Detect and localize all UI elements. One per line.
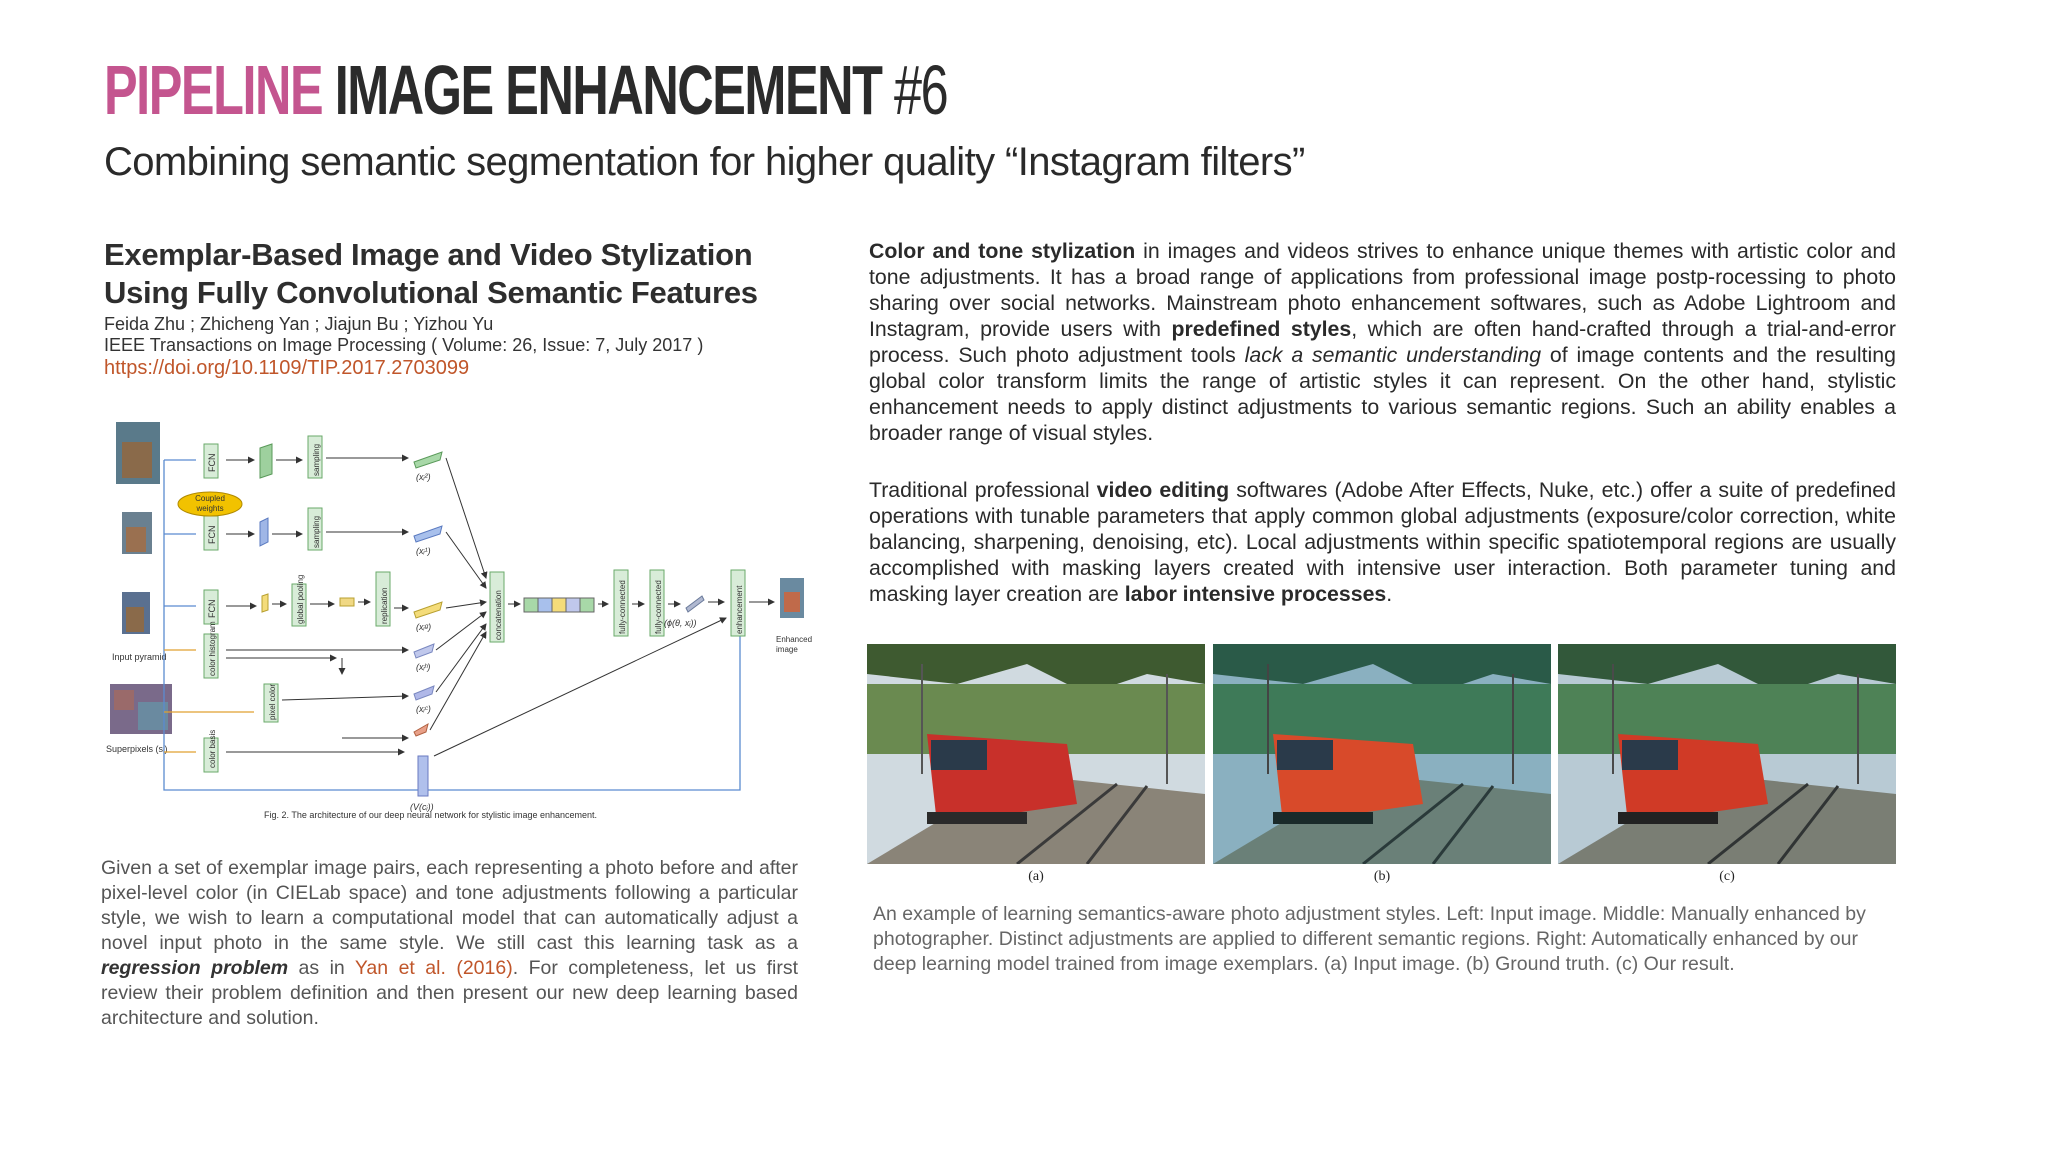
para1-bold-2: predefined styles (1171, 317, 1352, 341)
para2-text-1: Traditional professional (869, 478, 1097, 502)
color-basis-label: color basis (208, 729, 217, 768)
intro-paragraph-2 (869, 477, 1896, 607)
figure-caption: Fig. 2. The architecture of our deep neural network for stylistic image enhancement. (264, 810, 598, 820)
slide-subtitle: Combining semantic segmentation for higher quality “Instagram filters” (104, 140, 1305, 184)
replication-label: replication (380, 587, 389, 624)
global-pooling-label: global pooling (296, 574, 305, 624)
input-pyramid-label: Input pyramid (112, 652, 167, 662)
para1-text-2: , which are often hand-crafted through a trial-and-error process. Such photo adjustment tools (869, 317, 1896, 367)
feature-label-g: (xᵢᵍ) (416, 622, 432, 632)
abstract-text-1: Given a set of exemplar image pairs, each representing a photo before and after pixel-level color (in CIELab space) and tone adjustments following a particular style, we wish to learn a computational model that can automatically adjust a novel input photo in the same style. We still cast this learning task as a (101, 857, 798, 954)
enhanced-label-2: image (776, 645, 798, 654)
para1-text-1: in images and videos strives to enhance unique themes with artistic color and tone adjustments. It has a broad range of applications from professional image postp-rocessing to photo sharing over social networks. Mainstream photo enhancement softwares, such as Adobe Lightroom and Instagram, provide users with (869, 239, 1897, 341)
example-photo-result (1558, 644, 1896, 864)
feature-label-c: (xᵢᶜ) (416, 704, 431, 714)
example-photo-ground-truth (1213, 644, 1551, 864)
input-pyramid-images (110, 422, 172, 734)
photo-label-b: (b) (1373, 869, 1391, 884)
photo-caption: An example of learning semantics-aware photo adjustment styles. Left: Input image. Middle: Manually enhanced by photographer. Distinct adjustments are applied to different semantic regions. Right: Automatically enhanced by our deep learning model trained from image exemplars. (a) Input image. (b) Ground truth. (c) Our result. (873, 903, 1866, 975)
enhancement-label: enhancement (735, 585, 744, 634)
feature-label-h: (xᵢʰ) (416, 662, 431, 672)
title-main: IMAGE ENHANCEMENT (334, 51, 882, 129)
para1-italic: lack a semantic understanding (1244, 343, 1542, 367)
feature-label-v: (V(cᵢ)) (410, 802, 434, 812)
phi-label: (ϕ(θ, xᵢ)) (664, 618, 697, 628)
concatenation-label: concatenation (494, 590, 503, 640)
paper-doi-link[interactable]: https://doi.org/10.1109/TIP.2017.2703099 (104, 357, 470, 379)
para2-text-2: softwares (Adobe After Effects, Nuke, etc.) offer a suite of predefined operations with tunable parameters that apply common global adjustments (exposure/color correction, white balancing, sharpening, denoising, etc). Local adjustments within specific spatiotemporal regions are usually accomplished with masking layers created with intensive user interaction. Both parameter tuning and masking layer creation are (869, 478, 1896, 606)
paper-title: Exemplar-Based Image and Video Stylization Using Fully Convolutional Semantic Features (104, 237, 758, 310)
abstract-paragraph (101, 856, 798, 1031)
title-number: #6 (894, 51, 948, 129)
coupled-label-1: Coupled (195, 494, 225, 503)
photo-label-c: (c) (1719, 869, 1735, 884)
slide-title (104, 50, 947, 130)
fcn-label-3: FCN (207, 599, 217, 618)
photo-label-a: (a) (1028, 869, 1044, 884)
para2-text-3: . (1386, 582, 1393, 606)
coupled-label-2: weights (196, 504, 224, 513)
enhanced-label-1: Enhanced (776, 635, 813, 644)
sampling-label-1: sampling (312, 443, 321, 476)
paper-authors: Feida Zhu ; Zhicheng Yan ; Jiajun Bu ; Yizhou Yu (104, 314, 494, 334)
color-histogram-label: color histogram (208, 621, 217, 676)
sampling-label-2: sampling (312, 515, 321, 548)
paper-venue: IEEE Transactions on Image Processing ( Volume: 26, Issue: 7, July 2017 ) (104, 335, 704, 355)
para2-bold-1: video editing (1096, 478, 1230, 502)
pixel-color-label: pixel color (268, 683, 277, 720)
abstract-emphasis: regression problem (101, 957, 289, 979)
feature-label-l2: (xᵢ²) (416, 472, 431, 482)
fcn-label-1: FCN (207, 453, 217, 472)
intro-paragraph-1 (869, 238, 1896, 446)
abstract-text-2: as in (288, 957, 355, 979)
architecture-diagram (104, 412, 814, 832)
para1-bold-1: Color and tone stylization (869, 239, 1136, 263)
superpixels-label: Superpixels (sᵢ) (106, 744, 168, 754)
fully-connected-label-2: fully-connected (654, 580, 663, 634)
fcn-label-2: FCN (207, 525, 217, 544)
feature-label-l1: (xᵢ¹) (416, 546, 431, 556)
fully-connected-label-1: fully-connected (618, 580, 627, 634)
para1-text-3: of image contents and the resulting global color transform limits the range of artistic styles it can represent. On the other hand, stylistic enhancement needs to apply distinct adjustments to various semantic regions. Such an ability enables a broader range of visual styles. (869, 343, 1896, 445)
para2-bold-2: labor intensive processes (1124, 582, 1387, 606)
abstract-text-3: . For completeness, let us first review their problem definition and then present our new deep learning based architecture and solution. (101, 957, 798, 1029)
example-photo-input (867, 644, 1205, 864)
title-keyword: PIPELINE (104, 51, 323, 129)
abstract-citation-link[interactable]: Yan et al. (2016) (354, 957, 513, 979)
